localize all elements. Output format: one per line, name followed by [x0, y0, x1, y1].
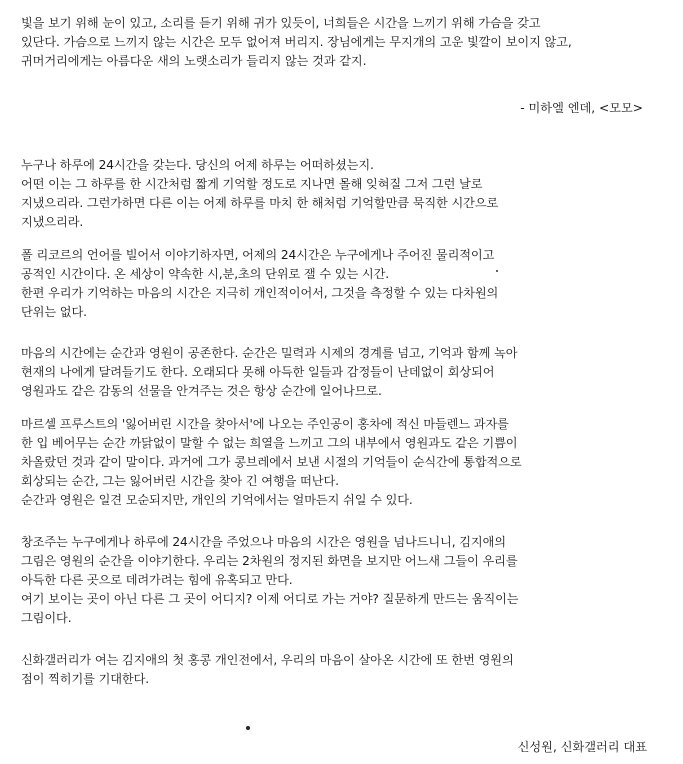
paragraph-5-line-2: 그림은 영원의 순간을 이야기한다. 우리는 2차원의 정지된 화면을 보지만 어느새 그들이 우리를: [21, 554, 518, 568]
paragraph-2-line-2: 공적인 시간이다. 온 세상이 약속한 시,분,초의 단위로 잴 수 있는 시간.: [21, 267, 390, 281]
quote-line-3: 귀머거리에게는 아름다운 새의 노랫소리가 들리지 않는 것과 같지.: [21, 54, 367, 68]
paragraph-2-line-3: 한편 우리가 기억하는 마음의 시간은 지극히 개인적이어서, 그것을 측정할 수 있는 다차원의: [21, 286, 499, 300]
paragraph-3-line-2: 현재의 나에게 달려들기도 한다. 오래되다 못해 아득한 일들과 감정들이 난데없이 회상되어: [21, 365, 495, 379]
paragraph-6: [21, 651, 666, 689]
paragraph-5-line-5: 그림이다.: [21, 611, 72, 625]
quote-line-1: 빛을 보기 위해 눈이 있고, 소리를 듣기 위해 귀가 있듯이, 너희들은 시간을 느끼기 위해 가슴을 갖고: [21, 16, 541, 30]
paragraph-5: [21, 533, 666, 628]
paragraph-3: [21, 344, 666, 401]
paragraph-6-line-1: 신화갤러리가 여는 김지애의 첫 홍콩 개인전에서, 우리의 마음이 살아온 시간에 또 한번 영원의: [21, 653, 514, 667]
paragraph-5-line-4: 여기 보이는 곳이 아닌 다른 그 곳이 어디지? 이제 어디로 가는 거야? 질문하게 만드는 움직이는: [21, 592, 519, 606]
signature: 신성원, 신화갤러리 대표: [517, 740, 647, 754]
paragraph-1-line-3: 지냈으리라. 그런가하면 다른 이는 어제 하루를 마치 한 해처럼 기억할만큼 묵직한 시간으로: [21, 196, 499, 210]
paragraph-2-line-4: 단위는 없다.: [21, 305, 87, 319]
paragraph-6-line-2: 점이 찍히기를 기대한다.: [21, 672, 150, 686]
paragraph-1-line-2: 어떤 이는 그 하루를 한 시간처럼 짧게 기억할 정도로 지나면 몰해 잊혀질 그저 그런 날로: [21, 177, 483, 191]
paragraph-4-line-1: 마르셀 프루스트의 '잃어버린 시간을 찾아서'에 나오는 주인공이 홍차에 적신 마들렌느 과자를: [21, 417, 509, 431]
paragraph-4: [21, 415, 666, 510]
quote-attribution: - 미하엘 엔데, <모모>: [520, 101, 643, 115]
paragraph-1-line-4: 지냈으리라.: [21, 215, 84, 229]
paragraph-2: [21, 246, 666, 322]
paragraph-1-line-1: 누구나 하루에 24시간을 갖는다. 당신의 어제 하루는 어떠하셨는지.: [21, 158, 374, 172]
paragraph-3-line-3: 영원과도 같은 감동의 선물을 안겨주는 것은 항상 순간에 일어나므로.: [21, 384, 382, 398]
ink-dot: [246, 726, 250, 730]
paragraph-2-line-1: 폴 리코르의 언어를 빌어서 이야기하자면, 어제의 24시간은 누구에게나 주어진 물리적이고: [21, 248, 495, 262]
paragraph-4-line-2: 한 입 베어무는 순간 까닭없이 말할 수 없는 희열을 느끼고 그의 내부에서 영원과도 같은 기쁨이: [21, 436, 518, 450]
paragraph-1: [21, 156, 666, 232]
paragraph-4-line-5: 순간과 영원은 일견 모순되지만, 개인의 기억에서는 얼마든지 쉬일 수 있다.: [21, 493, 413, 507]
stray-ink-mark: [496, 270, 498, 272]
paragraph-4-line-3: 차올랐던 것과 같이 말이다. 과거에 그가 콩브레에서 보낸 시절의 기억들이 순식간에 통합적으로: [21, 455, 522, 469]
paragraph-5-line-1: 창조주는 누구에게나 하루에 24시간을 주었으나 마음의 시간은 영원을 넘나드니니, 김지애의: [21, 535, 506, 549]
paragraph-5-line-3: 아득한 다른 곳으로 데려가려는 힘에 유혹되고 만다.: [21, 573, 293, 587]
paragraph-3-line-1: 마음의 시간에는 순간과 영원이 공존한다. 순간은 밀력과 시제의 경계를 넘고, 기억과 함께 녹아: [21, 346, 518, 360]
quote-line-2: 있단다. 가슴으로 느끼지 않는 시간은 모두 없어져 버리지. 장님에게는 무지개의 고운 빛깔이 보이지 않고,: [21, 35, 572, 49]
paragraph-4-line-4: 회상되는 순간, 그는 잃어버린 시간을 찾아 긴 여행을 떠난다.: [21, 474, 339, 488]
quote-block: [21, 14, 666, 71]
